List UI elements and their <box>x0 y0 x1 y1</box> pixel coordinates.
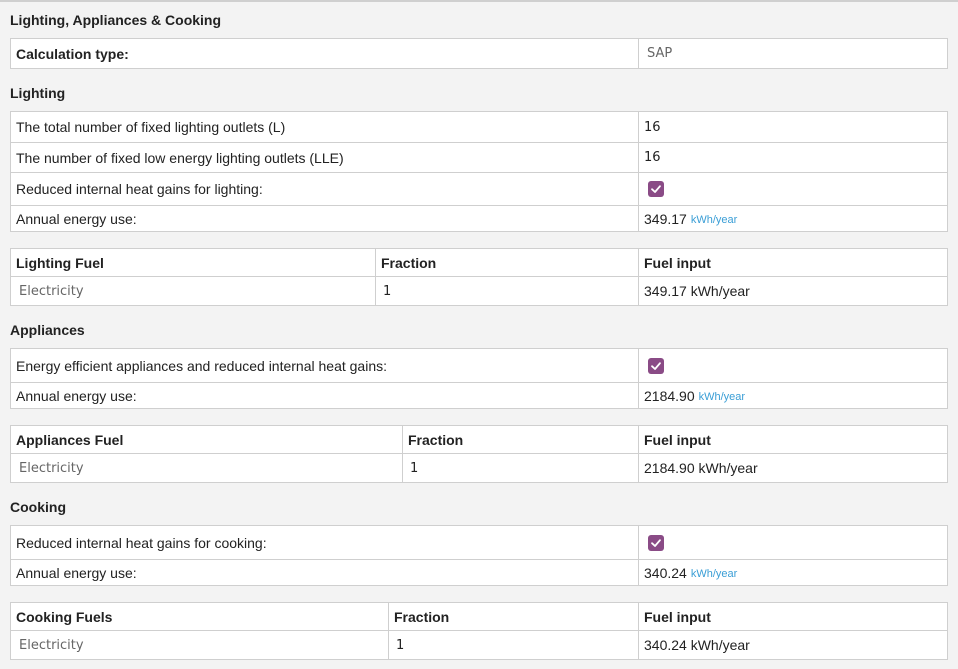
appliances-fuel-header-fuel: Appliances Fuel <box>16 431 124 448</box>
appliances-efficient-row <box>11 349 947 382</box>
total-outlets-input[interactable]: 16 <box>644 119 661 135</box>
cooking-fuel-header-input: Fuel input <box>644 608 711 625</box>
appliances-fuel-select[interactable]: Electricity <box>19 460 84 476</box>
lighting-fuel-input-value: 349.17 kWh/year <box>644 283 750 299</box>
lighting-fuel-header-fraction: Fraction <box>381 254 437 271</box>
lighting-fuel-table <box>10 248 948 306</box>
appliances-annual-unit: kWh/year <box>698 390 746 403</box>
appliances-fraction-input[interactable]: 1 <box>410 460 419 476</box>
appliances-table <box>10 348 948 409</box>
appliances-fuel-table <box>10 425 948 483</box>
cooking-fuel-header-fraction: Fraction <box>394 608 450 625</box>
checkmark-icon <box>650 183 662 195</box>
appliances-annual-label: Annual energy use: <box>16 387 137 404</box>
cooking-annual-unit: kWh/year <box>690 567 738 580</box>
cooking-annual-label: Annual energy use: <box>16 564 137 581</box>
appliances-fuel-input-value: 2184.90 kWh/year <box>644 460 758 476</box>
total-outlets-label: The total number of fixed lighting outlets (L) <box>16 119 286 135</box>
cooking-heading: Cooking <box>10 499 66 515</box>
lighting-fraction-input[interactable]: 1 <box>383 283 392 299</box>
low-energy-outlets-row <box>11 142 947 172</box>
low-energy-outlets-label: The number of fixed low energy lighting outlets (LLE) <box>16 149 344 166</box>
total-outlets-row <box>11 112 947 142</box>
lighting-reduced-gains-label: Reduced internal heat gains for lighting: <box>16 181 263 197</box>
calculation-type-label: Calculation type: <box>16 45 129 62</box>
cooking-annual-value: 340.24 <box>644 564 687 581</box>
lighting-fuel-header-input: Fuel input <box>644 254 711 271</box>
calculation-type-value[interactable]: SAP <box>647 46 673 61</box>
appliances-annual-value: 2184.90 <box>644 387 695 404</box>
calculation-type-table <box>10 38 948 69</box>
cooking-fuel-header-fuel: Cooking Fuels <box>16 608 113 625</box>
checkmark-icon <box>650 537 662 549</box>
cooking-fraction-input[interactable]: 1 <box>396 637 405 653</box>
table-row <box>11 276 947 305</box>
cooking-fuel-header-row <box>11 603 947 630</box>
table-row <box>11 453 947 482</box>
table-row <box>11 630 947 659</box>
cooking-fuel-input-value: 340.24 kWh/year <box>644 637 750 653</box>
calculation-type-row <box>11 39 947 68</box>
appliances-efficient-label: Energy efficient appliances and reduced internal heat gains: <box>16 357 387 374</box>
lighting-fuel-select[interactable]: Electricity <box>19 283 84 299</box>
lighting-annual-unit: kWh/year <box>690 214 738 226</box>
cooking-reduced-gains-row <box>11 526 947 559</box>
appliances-fuel-header-fraction: Fraction <box>408 431 464 448</box>
cooking-reduced-gains-checkbox[interactable] <box>648 535 664 551</box>
lighting-annual-row <box>11 205 947 232</box>
lighting-table <box>10 111 948 232</box>
top-divider <box>0 0 958 2</box>
low-energy-outlets-input[interactable]: 16 <box>644 150 661 165</box>
appliances-fuel-header-input: Fuel input <box>644 431 711 448</box>
page-title: Lighting, Appliances & Cooking <box>10 12 222 28</box>
lighting-fuel-header-fuel: Lighting Fuel <box>16 254 104 271</box>
lighting-annual-value: 349.17 <box>644 211 687 227</box>
checkmark-icon <box>650 360 662 372</box>
cooking-fuel-select[interactable]: Electricity <box>19 637 84 653</box>
lighting-heading: Lighting <box>10 85 66 101</box>
cooking-annual-row <box>11 559 947 585</box>
appliances-annual-row <box>11 382 947 408</box>
lighting-reduced-gains-row <box>11 172 947 205</box>
appliances-fuel-header-row <box>11 426 947 453</box>
cooking-reduced-gains-label: Reduced internal heat gains for cooking: <box>16 534 267 551</box>
cooking-table <box>10 525 948 586</box>
lighting-fuel-header-row <box>11 249 947 276</box>
lighting-reduced-gains-checkbox[interactable] <box>648 181 664 197</box>
lighting-annual-label: Annual energy use: <box>16 211 137 227</box>
appliances-efficient-checkbox[interactable] <box>648 358 664 374</box>
appliances-heading: Appliances <box>10 322 85 338</box>
cooking-fuel-table <box>10 602 948 660</box>
